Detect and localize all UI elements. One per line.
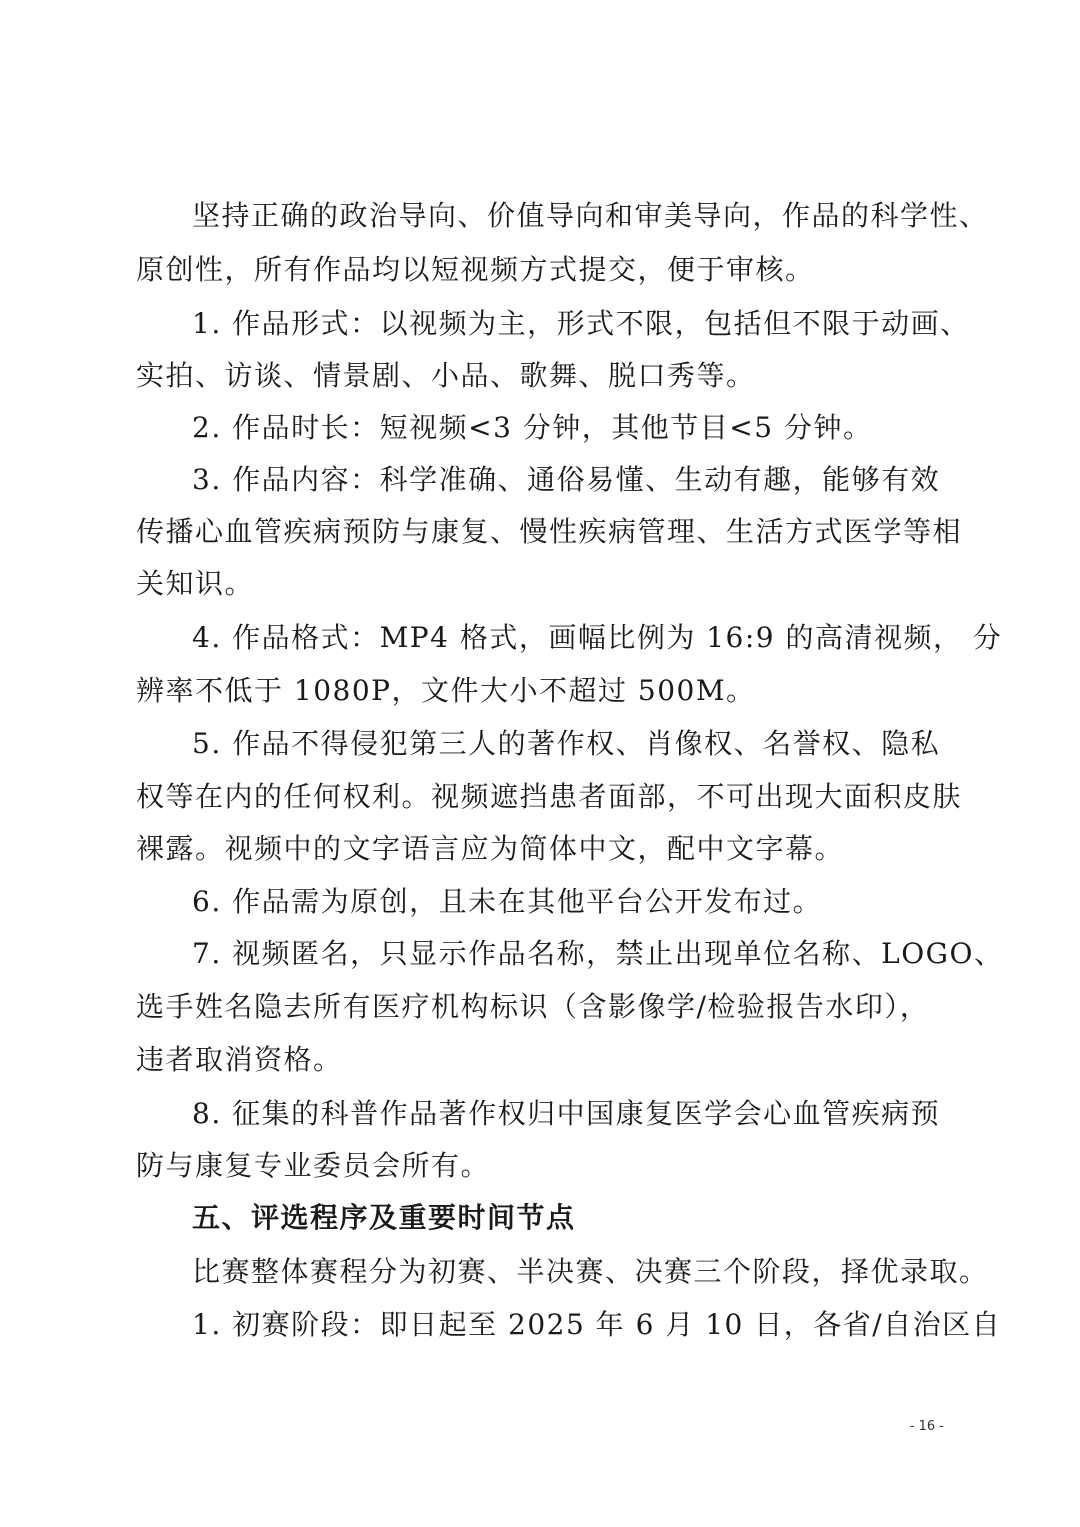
item-3-line-1: 3. 作品内容：科学准确、通俗易懂、生动有趣，能够有效 (192, 463, 941, 496)
page-number: - 16 - (909, 1419, 944, 1434)
item-8-line-2: 防与康复专业委员会所有。 (136, 1149, 491, 1182)
section-heading: 五、评选程序及重要时间节点 (192, 1201, 576, 1234)
item-7-line-1: 7. 视频匿名，只显示作品名称，禁止出现单位名称、LOGO、 (192, 937, 1004, 970)
stage-1-line-1: 1. 初赛阶段：即日起至 2025 年 6 月 10 日，各省/自治区自 (192, 1308, 1002, 1341)
item-7-line-3: 违者取消资格。 (136, 1043, 343, 1076)
item-5-line-1: 5. 作品不得侵犯第三人的著作权、肖像权、名誉权、隐私 (192, 727, 941, 760)
item-4-line-2: 辨率不低于 1080P，文件大小不超过 500M。 (136, 674, 756, 707)
item-7-line-2: 选手姓名隐去所有医疗机构标识（含影像学/检验报告水印）， (136, 990, 930, 1023)
overview-line-1: 比赛整体赛程分为初赛、半决赛、决赛三个阶段，择优录取。 (192, 1255, 989, 1288)
item-3-line-3: 关知识。 (136, 567, 255, 600)
item-6-line-1: 6. 作品需为原创，且未在其他平台公开发布过。 (192, 885, 823, 918)
item-4-line-1: 4. 作品格式：MP4 格式，画幅比例为 16:9 的高清视频， 分 (192, 621, 1003, 654)
item-8-line-1: 8. 征集的科普作品著作权归中国康复医学会心血管疾病预 (192, 1097, 941, 1130)
item-5-line-2: 权等在内的任何权利。视频遮挡患者面部，不可出现大面积皮肤 (136, 780, 963, 813)
item-1-line-2: 实拍、访谈、情景剧、小品、歌舞、脱口秀等。 (136, 359, 756, 392)
item-1-line-1: 1. 作品形式：以视频为主，形式不限，包括但不限于动画、 (192, 307, 970, 340)
intro-line-1: 坚持正确的政治导向、价值导向和审美导向，作品的科学性、 (192, 199, 989, 232)
item-2-line-1: 2. 作品时长：短视频<3 分钟，其他节目<5 分钟。 (192, 411, 873, 444)
intro-line-2: 原创性，所有作品均以短视频方式提交，便于审核。 (136, 253, 815, 286)
item-3-line-2: 传播心血管疾病预防与康复、慢性疾病管理、生活方式医学等相 (136, 515, 963, 548)
item-5-line-3: 裸露。视频中的文字语言应为简体中文，配中文字幕。 (136, 832, 845, 865)
